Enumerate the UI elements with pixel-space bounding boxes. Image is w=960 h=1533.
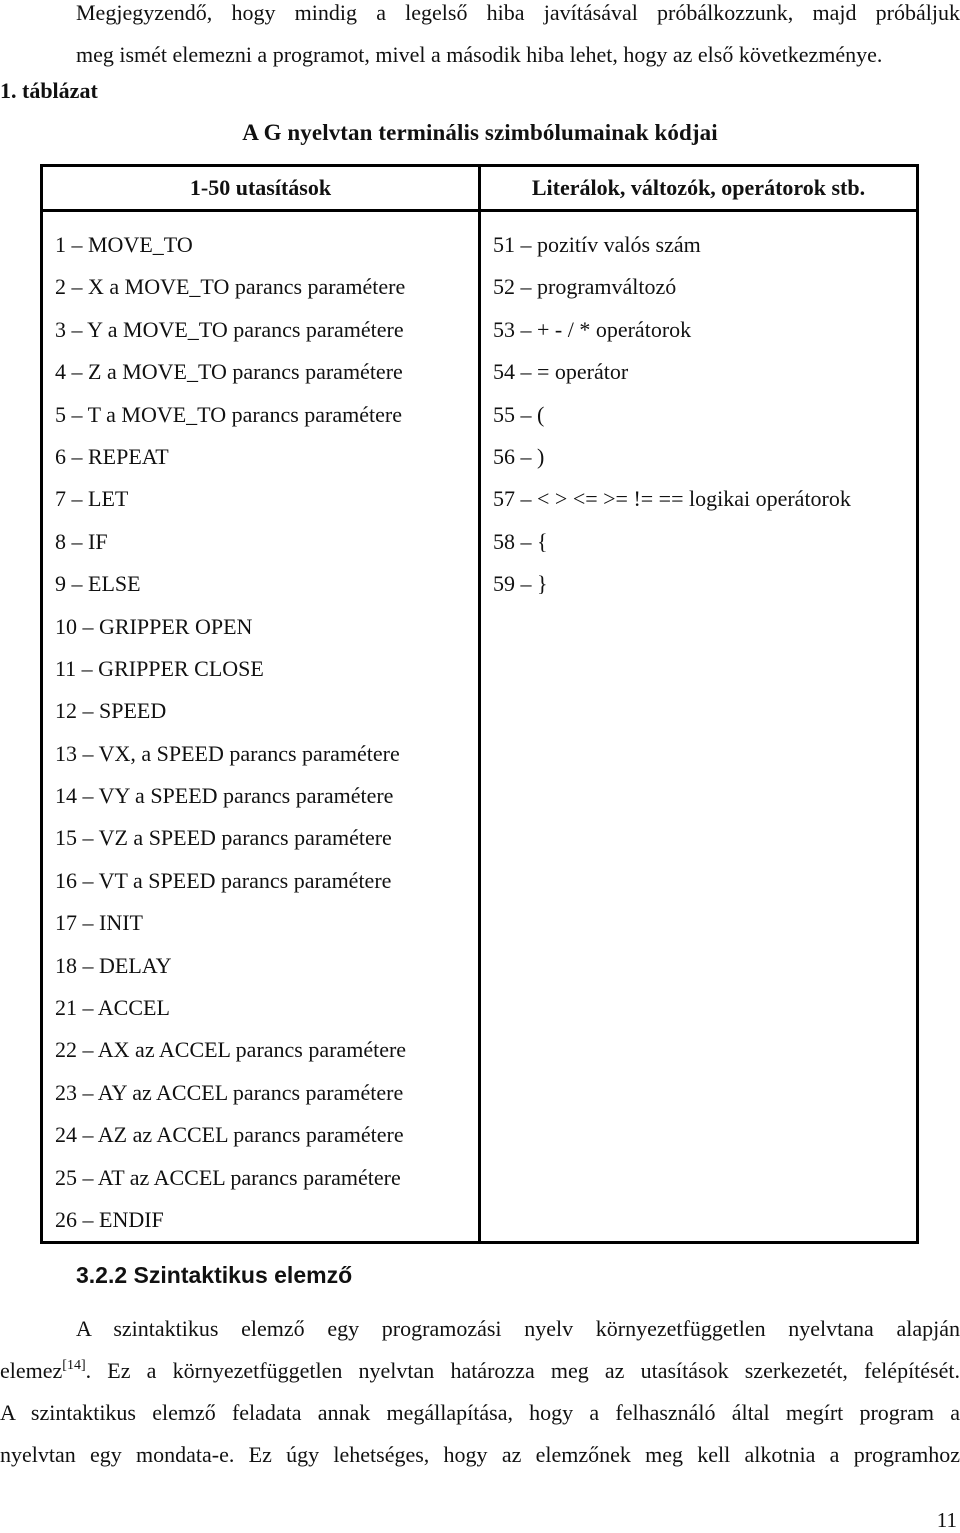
literals-cell (480, 211, 918, 1243)
table-entry: 6 – REPEAT (55, 443, 169, 469)
body-paragraph (0, 1308, 960, 1476)
header-literals: Literálok, változók, operátorok stb. (480, 166, 918, 211)
table-entry: 8 – IF (55, 528, 108, 554)
table-entry: 55 – ( (493, 401, 545, 427)
table-entry: 14 – VY a SPEED parancs paramétere (55, 783, 394, 809)
table-entry: 26 – ENDIF (55, 1206, 164, 1232)
intro-line: Megjegyzendő, hogy mindig a legelső hiba javításával próbálkozzunk, majd próbáljuk (76, 0, 960, 25)
table-entry: 4 – Z a MOVE_TO parancs paramétere (55, 359, 403, 385)
header-instructions: 1-50 utasítások (42, 166, 480, 211)
intro-line: meg ismét elemezni a programot, mivel a második hiba lehet, hogy az első következménye. (76, 42, 883, 67)
terminal-codes-table (40, 164, 919, 1244)
table-entry: 1 – MOVE_TO (55, 232, 193, 257)
table-entry: 25 – AT az ACCEL parancs paramétere (55, 1164, 401, 1190)
table-entry: 12 – SPEED (55, 698, 167, 724)
instructions-list (43, 212, 478, 1241)
instructions-cell (42, 211, 480, 1243)
table-entry: 59 – } (493, 571, 548, 597)
page-number: 11 (936, 1508, 957, 1532)
table-entry: 10 – GRIPPER OPEN (55, 613, 253, 639)
table-entry: 2 – X a MOVE_TO parancs paramétere (55, 274, 406, 300)
literals-list (481, 212, 916, 606)
table-entry: 52 – programváltozó (493, 274, 677, 300)
table-entry: 58 – { (493, 528, 548, 554)
table-entry: 15 – VZ a SPEED parancs paramétere (55, 825, 392, 851)
body-text: elemez (0, 1358, 63, 1383)
body-text: . Ez a környezetfüggetlen nyelvtan határozza meg az utasítások szerkezetét, felépítését. (85, 1358, 960, 1383)
table-title-text: A G nyelvtan terminális szimbólumainak kódjai (242, 120, 718, 145)
table-entry: 56 – ) (493, 443, 545, 469)
intro-paragraph (0, 0, 960, 76)
table-entry: 11 – GRIPPER CLOSE (55, 655, 264, 681)
section-heading: 3.2.2 Szintaktikus elemző (76, 1262, 353, 1288)
table-entry: 9 – ELSE (55, 571, 141, 597)
table-entry: 3 – Y a MOVE_TO parancs paramétere (55, 316, 404, 342)
table-caption: 1. táblázat (0, 78, 98, 103)
table-entry: 13 – VX, a SPEED parancs paramétere (55, 740, 400, 766)
table-entry: 23 – AY az ACCEL parancs paramétere (55, 1079, 404, 1105)
table-entry: 18 – DELAY (55, 952, 172, 978)
table-title (0, 120, 960, 146)
table-entry: 53 – + - / * operátorok (493, 316, 692, 342)
table-entry: 24 – AZ az ACCEL parancs paramétere (55, 1122, 404, 1148)
table-entry: 54 – = operátor (493, 359, 629, 385)
body-line (0, 1350, 960, 1392)
citation-reference: [14] (62, 1358, 86, 1373)
table-entry: 21 – ACCEL (55, 995, 170, 1021)
body-line: A szintaktikus elemző feladata annak megállapítása, hogy a felhasználó által megírt program a (0, 1400, 960, 1425)
table-entry: 51 – pozitív valós szám (493, 232, 701, 257)
table-entry: 7 – LET (55, 486, 129, 512)
table-entry: 57 – < > <= >= != == logikai operátorok (493, 486, 851, 512)
table-entry: 22 – AX az ACCEL parancs paramétere (55, 1037, 407, 1063)
table-entry: 16 – VT a SPEED parancs paramétere (55, 867, 392, 893)
table-header-row (42, 166, 918, 211)
table-entry: 5 – T a MOVE_TO parancs paramétere (55, 401, 402, 427)
body-line: nyelvtan egy mondata-e. Ez úgy lehetséges, hogy az elemzőnek meg kell alkotnia a programhoz (0, 1442, 960, 1467)
body-line: A szintaktikus elemző egy programozási nyelv környezetfüggetlen nyelvtana alapján (76, 1316, 960, 1341)
table-entry: 17 – INIT (55, 910, 143, 936)
table-body-row (42, 211, 918, 1243)
